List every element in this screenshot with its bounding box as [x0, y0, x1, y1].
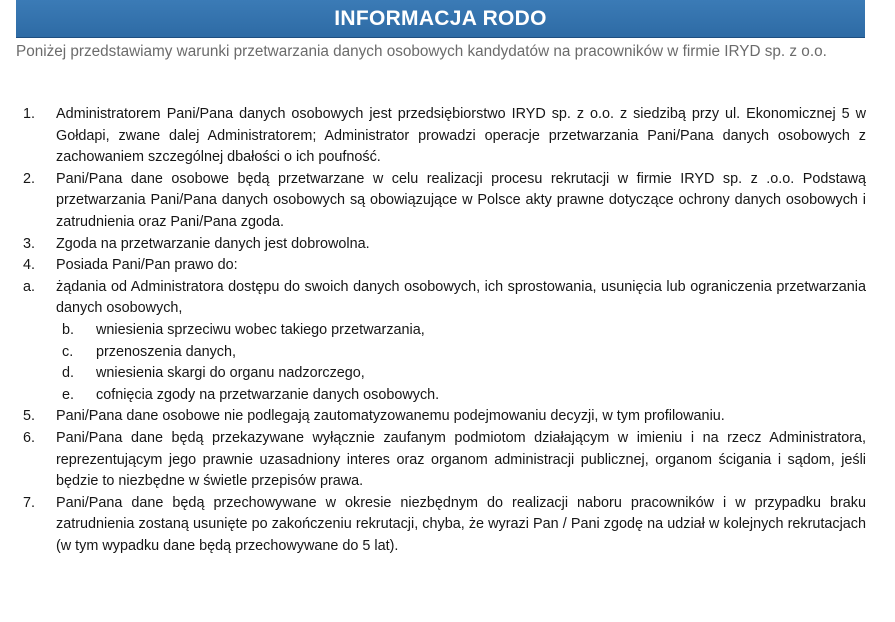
- sub-list-item-text: przenoszenia danych,: [96, 343, 236, 360]
- list-item-text: Posiada Pani/Pan prawo do:: [56, 257, 238, 274]
- list-item-number: 7.: [23, 494, 36, 511]
- list-item-number: 1.: [23, 106, 36, 122]
- list-item-text: Pani/Pana dane osobowe nie podlegają zautomatyzowanemu podejmowaniu decyzji, w tym profilowaniu.: [56, 408, 725, 425]
- list-item-number: 4.: [23, 257, 36, 274]
- list-item-number: 2.: [23, 170, 36, 187]
- rodo-clause-list: [16, 104, 866, 557]
- list-item: [16, 234, 866, 256]
- list-item: [16, 406, 866, 428]
- list-item: [16, 277, 866, 320]
- sub-list-item-text: wniesienia skargi do organu nadzorczego,: [96, 365, 365, 382]
- sub-list-item: [16, 342, 866, 364]
- sub-list-item: [16, 320, 866, 342]
- list-item-text: Pani/Pana dane będą przechowywane w okresie niezbędnym do realizacji naboru pracowników i w przypadku braku zatrudnienia zostaną usunięte po zakończeniu rekrutacji, chyba, że wyrazi Pan / Pani zgodę na udział w kolejnych rekrutacjach (w tym wypadku dane będą przechowywane do 5 lat).: [56, 494, 866, 554]
- page-title: INFORMACJA RODO: [334, 6, 547, 30]
- list-item-text: żądania od Administratora dostępu do swoich danych osobowych, ich sprostowania, usunięcia lub ograniczenia przetwarzania danych osobowych,: [56, 278, 866, 317]
- intro-paragraph: Poniżej przedstawiamy warunki przetwarzania danych osobowych kandydatów na pracowników w firmie IRYD sp. z o.o.: [16, 43, 827, 60]
- list-item: [16, 493, 866, 558]
- sub-list-item-text: wniesienia sprzeciwu wobec takiego przetwarzania,: [96, 321, 425, 338]
- list-item-letter: a.: [23, 278, 36, 295]
- sub-list-item: [16, 363, 866, 385]
- list-item-text: Pani/Pana dane osobowe będą przetwarzane w celu realizacji procesu rekrutacji w firmie IRYD sp. z .o.o. Podstawą przetwarzania Pani/Pana danych osobowych są obowiązujące w Polsce akty prawne dotyczące ochrony danych osobowych i zatrudnienia oraz Pani/Pana zgoda.: [56, 170, 866, 230]
- list-item: [16, 428, 866, 493]
- sub-list-item-text: cofnięcia zgody na przetwarzanie danych osobowych.: [96, 386, 440, 403]
- list-item-text: Administratorem Pani/Pana danych osobowych jest przedsiębiorstwo IRYD sp. z o.o. z siedzibą przy ul. Ekonomicznej 5 w Gołdapi, zwane dalej Administratorem; Administrator prowadzi operacje przetwarzania Pani/Pana danych osobowych z zachowaniem szczególnej dbałości o ich poufność.: [56, 106, 866, 166]
- list-item: [16, 104, 866, 169]
- list-item-text: Pani/Pana dane będą przekazywane wyłącznie zaufanym podmiotom działającym w imieniu i na rzecz Administratora, reprezentującym jego prawnie uzasadniony interes oraz organom administracji publicznej, organom ścigania i sądom, jeśli będzie to niezbędne w świetle przepisów prawa.: [56, 429, 866, 490]
- sub-list-item-letter: b.: [62, 321, 75, 338]
- header-banner: [16, 0, 865, 38]
- sub-list-item: [16, 385, 866, 407]
- list-item-number: 5.: [23, 408, 36, 425]
- sub-list-item-letter: e.: [62, 386, 75, 403]
- list-item-text: Zgoda na przetwarzanie danych jest dobrowolna.: [56, 235, 370, 252]
- list-item-number: 6.: [23, 429, 36, 446]
- list-item: [16, 169, 866, 234]
- list-item-number: 3.: [23, 235, 36, 252]
- list-item: [16, 255, 866, 277]
- sub-list-item-letter: d.: [62, 365, 75, 382]
- sub-list-item-letter: c.: [62, 343, 74, 360]
